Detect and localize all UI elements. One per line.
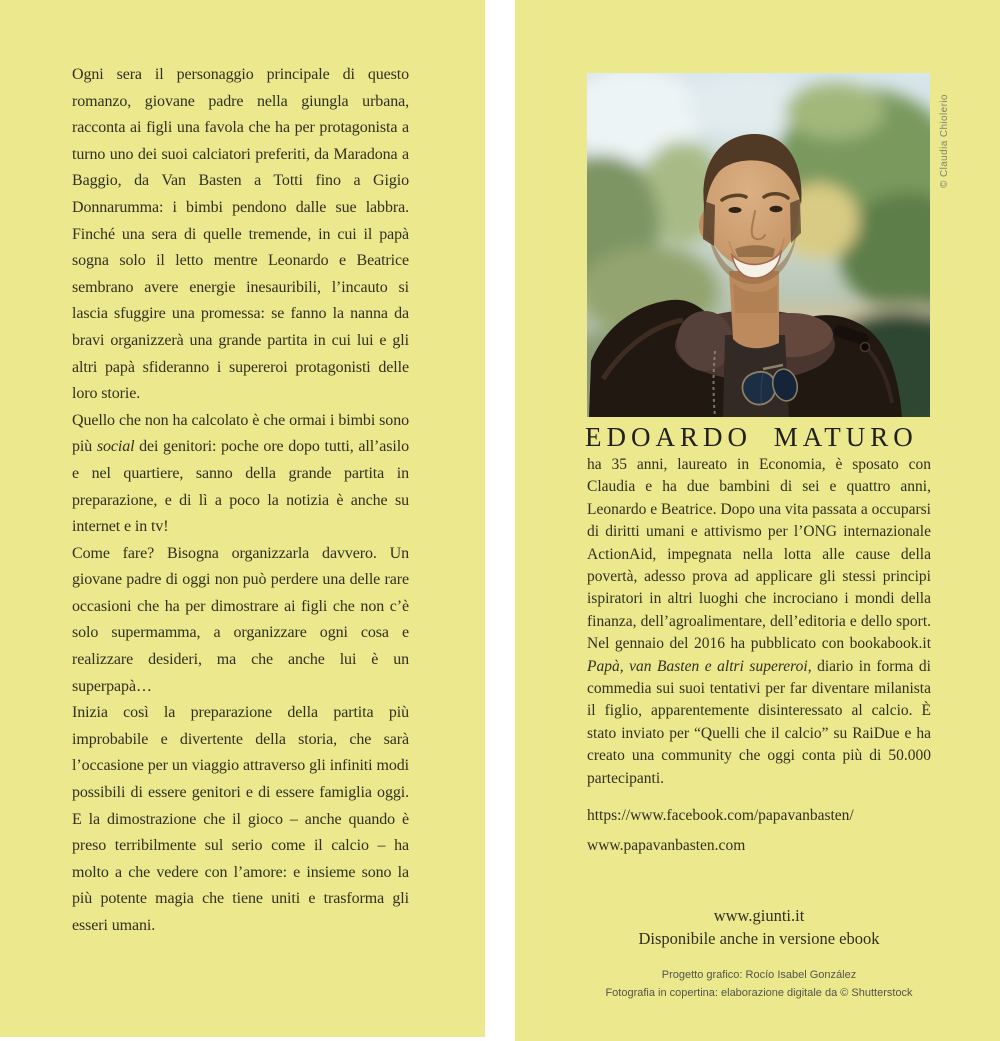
synopsis-text (72, 62, 409, 940)
author-photo (587, 73, 930, 417)
left-flap (0, 0, 485, 1037)
publisher-site: www.giunti.it (713, 906, 805, 925)
credit-line: Progetto grafico: Rocío Isabel González (661, 969, 857, 981)
paragraph (72, 700, 409, 939)
author-link: https://www.facebook.com/papavanbasten/ (587, 807, 854, 824)
author-portrait-illustration (587, 73, 930, 417)
author-name: EDOARDO MATURO (585, 422, 918, 452)
right-flap (515, 0, 1000, 1041)
author-links (587, 806, 931, 866)
author-link: www.papavanbasten.com (587, 837, 746, 854)
colophon-credits (567, 966, 951, 1002)
paragraph (72, 408, 409, 541)
photo-credit: © Claudia Chiolerio (939, 94, 950, 188)
publisher-block (587, 904, 931, 950)
author-bio (587, 454, 931, 790)
paragraph (72, 541, 409, 701)
text-segment: Quello che non ha calcolato è che ormai i bimbi sono più (72, 411, 409, 456)
credit-line: Fotografia in copertina: elaborazione digitale da © Shutterstock (605, 987, 913, 999)
ebook-note: Disponibile anche in versione ebook (638, 929, 880, 948)
text-segment: ha 35 anni, laureato in Economia, è sposato con Claudia e ha due bambini di sei e quattro anni, Leonardo e Beatrice. Dopo una vita passata a occuparsi di diritti umani e attivismo per l’ONG internazionale ActionAid, impegnata nella lotta alle cause della povertà, adesso prova ad applicare gli stessi principi ispiratori in altri luoghi che incrociano i mondi della finanza, dell’agroalimentare, dell’editoria e dello sport. Nel gennaio del 2016 ha pubblicato con bookabook.it (587, 456, 931, 653)
flap-gutter (485, 0, 515, 1041)
paragraph (72, 62, 409, 408)
italic-text: Papà, van Basten e altri supereroi (587, 657, 808, 675)
text-segment: , diario in forma di commedia sui suoi tentativi per far diventare milanista il figlio, apparentemente disinteressato al calcio. È stato inviato per “Quelli che il calcio” su RaiDue e ha creato una community che oggi conta più di 50.000 partecipanti. (587, 657, 931, 787)
text-segment: dei genitori: poche ore dopo tutti, all’asilo e nel quartiere, sanno della grande partita in preparazione, e di lì a poco la notizia è anche su internet e in tv! (72, 438, 409, 536)
text-segment: Ogni sera il personaggio principale di questo romanzo, giovane padre nella giungla urbana, racconta ai figli una favola che ha per protagonista a turno uno dei suoi calciatori preferiti, da Maradona a Baggio, da Van Basten a Totti fino a Gigio Donnarumma: i bimbi pendono dalle sue labbra. Finché una sera di quelle tremende, in cui il papà sogna solo il letto mentre Leonardo e Beatrice sembrano avere energie inesauribili, l’incauto si lascia sfuggire una promessa: se fanno la nanna da bravi organizzerà una grande partita in cui lui e gli altri papà sfideranno i supereroi protagonisti delle loro storie. (72, 66, 409, 403)
italic-text: social (96, 438, 135, 456)
text-segment: Come fare? Bisogna organizzarla davvero. Un giovane padre di oggi non può perdere una delle rare occasioni che ha per dimostrare ai figli che non c’è solo supermamma, a organizzare ogni cosa e realizzare desideri, ma che anche lui è un superpapà… (72, 544, 409, 695)
text-segment: Inizia così la preparazione della partita più improbabile e divertente della storia, che sarà l’occasione per un viaggio attraverso gli infiniti modi possibili di essere genitori e di essere famiglia oggi. E la dimostrazione che il gioco – anche quando è preso terribilmente sul serio come il calcio – ha molto a che vedere con l’amore: e insieme sono la più potente magia che tiene uniti e trasforma gli esseri umani. (72, 704, 409, 934)
paragraph (587, 454, 931, 790)
